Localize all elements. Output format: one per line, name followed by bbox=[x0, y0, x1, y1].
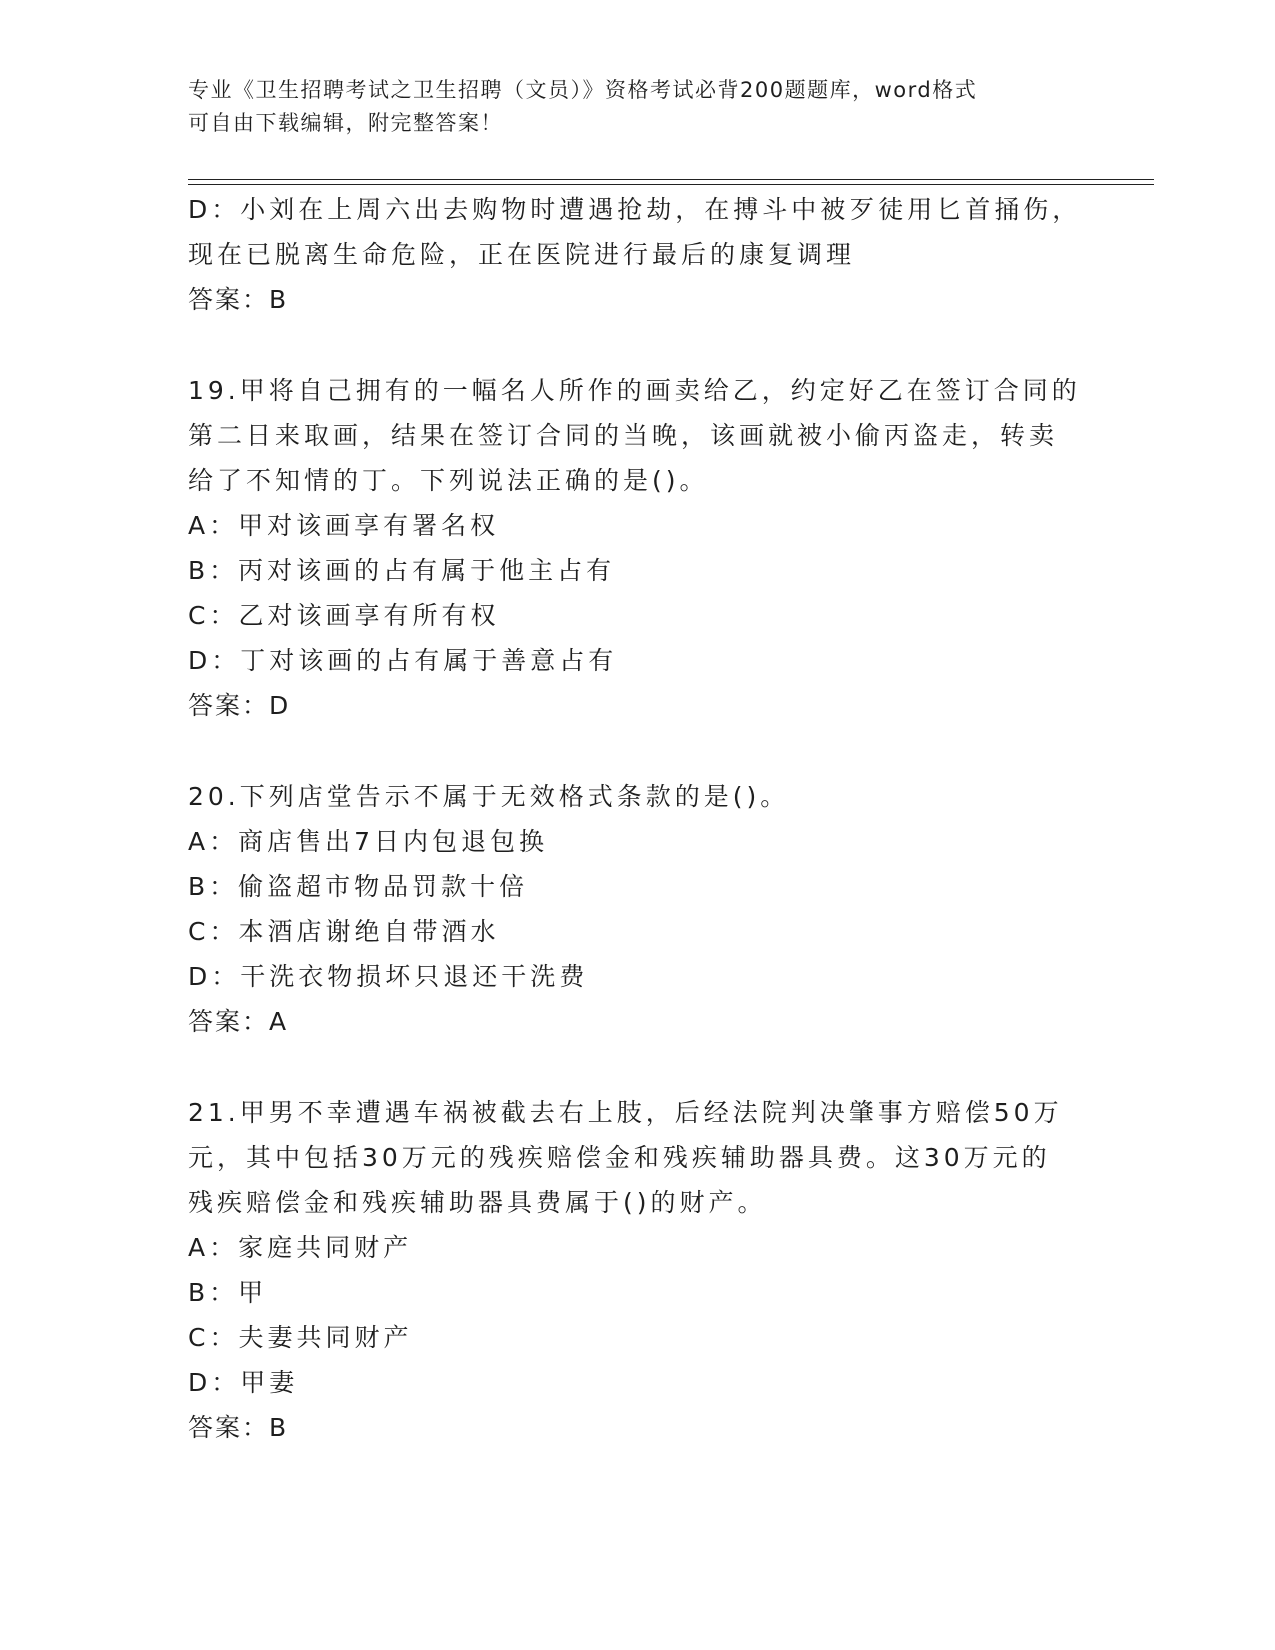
option-d: D：干洗衣物损坏只退还干洗费 bbox=[188, 962, 589, 991]
question-20 bbox=[188, 774, 1088, 1044]
question-text: 19.甲将自己拥有的一幅名人所作的画卖给乙，约定好乙在签订合同的 bbox=[188, 376, 1081, 405]
option-b: B：甲 bbox=[188, 1278, 268, 1307]
question-text: 第二日来取画，结果在签订合同的当晚，该画就被小偷丙盗走，转卖 bbox=[188, 421, 1059, 450]
question-19 bbox=[188, 368, 1088, 728]
option-d: D：甲妻 bbox=[188, 1368, 299, 1397]
answer: 答案：A bbox=[188, 1007, 289, 1036]
document-header bbox=[188, 74, 1088, 140]
header-rule-bottom bbox=[188, 184, 1154, 185]
spacer bbox=[188, 728, 1088, 774]
question-text: 元，其中包括30万元的残疾赔偿金和残疾辅助器具费。这30万元的 bbox=[188, 1143, 1051, 1172]
header-line-1: 专业《卫生招聘考试之卫生招聘（文员）》资格考试必背200题题库，word格式 bbox=[188, 78, 978, 102]
spacer bbox=[188, 1044, 1088, 1090]
option-c: C：本酒店谢绝自带酒水 bbox=[188, 917, 500, 946]
option-c: C：乙对该画享有所有权 bbox=[188, 601, 500, 630]
document-body bbox=[188, 187, 1088, 1450]
option-a: A：商店售出7日内包退包换 bbox=[188, 827, 549, 856]
question-text: 20.下列店堂告示不属于无效格式条款的是()。 bbox=[188, 782, 790, 811]
option-b: B：偷盗超市物品罚款十倍 bbox=[188, 872, 529, 901]
header-rule-top bbox=[188, 179, 1154, 180]
option-d: D：丁对该画的占有属于善意占有 bbox=[188, 646, 618, 675]
previous-question-tail bbox=[188, 187, 1088, 322]
option-d-continued: 现在已脱离生命危险，正在医院进行最后的康复调理 bbox=[188, 240, 856, 269]
question-text: 给了不知情的丁。下列说法正确的是()。 bbox=[188, 466, 709, 495]
answer: 答案：D bbox=[188, 691, 291, 720]
option-a: A：家庭共同财产 bbox=[188, 1233, 413, 1262]
answer: 答案：B bbox=[188, 285, 289, 314]
question-text: 21.甲男不幸遭遇车祸被截去右上肢，后经法院判决肇事方赔偿50万 bbox=[188, 1098, 1063, 1127]
option-c: C：夫妻共同财产 bbox=[188, 1323, 413, 1352]
question-21 bbox=[188, 1090, 1088, 1450]
option-b: B：丙对该画的占有属于他主占有 bbox=[188, 556, 616, 585]
answer: 答案：B bbox=[188, 1413, 289, 1442]
option-d: D：小刘在上周六出去购物时遭遇抢劫，在搏斗中被歹徒用匕首捅伤， bbox=[188, 195, 1082, 224]
option-a: A：甲对该画享有署名权 bbox=[188, 511, 500, 540]
question-text: 残疾赔偿金和残疾辅助器具费属于()的财产。 bbox=[188, 1188, 767, 1217]
header-line-2: 可自由下载编辑，附完整答案！ bbox=[188, 111, 503, 135]
spacer bbox=[188, 322, 1088, 368]
